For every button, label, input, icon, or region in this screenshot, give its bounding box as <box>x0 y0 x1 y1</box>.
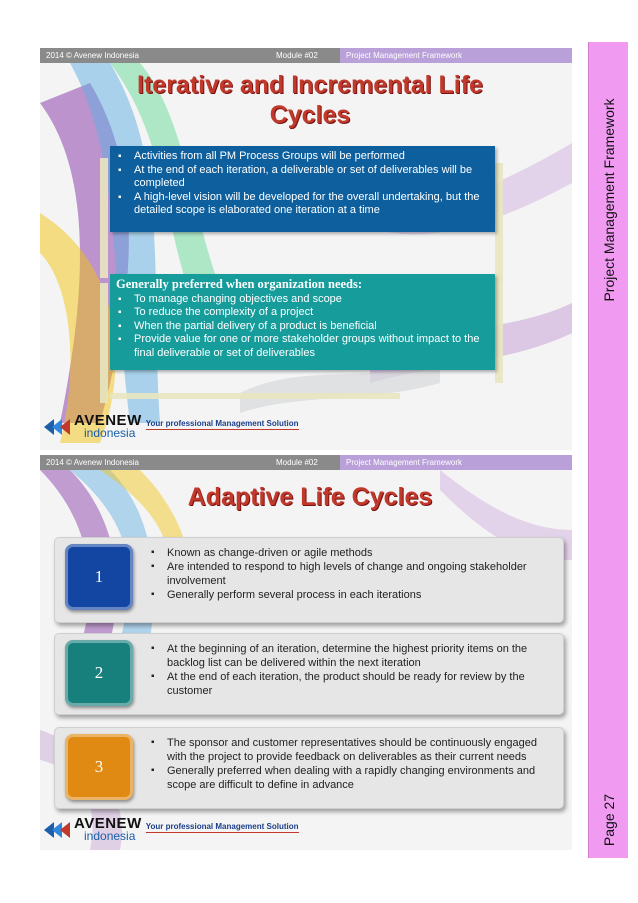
side-tab <box>588 42 628 858</box>
logo-brand: AVENEW <box>74 412 142 429</box>
slide-header-bar <box>40 455 572 470</box>
list-item: ▪ Generally perform several process in each iterations <box>149 588 549 602</box>
preferred-when-heading: Generally preferred when organization needs: <box>116 277 363 291</box>
list-item: ▪ Activities from all PM Process Groups will be performed <box>116 150 489 164</box>
logo-tagline: Your professional Management Solution <box>145 821 299 831</box>
page-number: Page 27 <box>600 793 617 847</box>
step-number-badge: 2 <box>65 640 133 706</box>
preferred-when-box <box>110 274 495 370</box>
characteristics-box <box>110 146 495 232</box>
list-item: ▪ Provide value for one or more stakeholder groups without impact to the final deliverable or set of deliverables <box>116 333 489 360</box>
slide-adaptive <box>40 455 572 850</box>
list-item: ▪ To reduce the complexity of a project <box>116 306 489 320</box>
slide-header-bar <box>40 48 572 63</box>
list-item: ▪ At the end of each iteration, the product should be ready for review by the customer <box>149 670 549 698</box>
section-label: Project Management Framework <box>340 455 572 470</box>
logo-mark-icon <box>44 818 70 842</box>
slide-title-line-1: Iterative and Incremental Life <box>137 71 483 99</box>
copyright-text: 2014 © Avenew Indonesia <box>46 51 139 60</box>
logo-sub: indonesia <box>84 829 136 843</box>
side-tab-title: Project Management Framework <box>600 98 617 302</box>
slide-iterative <box>40 48 572 450</box>
avenew-logo <box>44 815 299 843</box>
logo-brand: AVENEW <box>74 815 142 832</box>
copyright-text: 2014 © Avenew Indonesia <box>46 458 139 467</box>
list-item: ▪ To manage changing objectives and scope <box>116 293 489 307</box>
list-item: ▪ Known as change-driven or agile methods <box>149 546 549 560</box>
list-item: ▪ Generally preferred when dealing with a rapidly changing environments and scope are difficult to define in advance <box>149 764 549 792</box>
avenew-logo <box>44 412 299 440</box>
slide-title-line-2: Cycles <box>269 101 351 129</box>
logo-tagline: Your professional Management Solution <box>145 418 299 428</box>
logo-sub: indonesia <box>84 426 136 440</box>
step-number-badge: 1 <box>65 544 133 610</box>
list-item: ▪ Are intended to respond to high levels of change and ongoing stakeholder involvement <box>149 560 549 588</box>
list-item: ▪ A high-level vision will be developed for the overall undertaking, but the detailed scope is elaborated one iteration at a time <box>116 191 489 218</box>
logo-mark-icon <box>44 415 70 439</box>
module-label: Module #02 <box>276 51 318 60</box>
slide-title: Adaptive Life Cycles <box>187 483 433 511</box>
list-item: ▪ At the end of each iteration, a deliverable or set of deliverables will be completed <box>116 164 489 191</box>
list-item: ▪ When the partial delivery of a product is beneficial <box>116 320 489 334</box>
list-item: ▪ At the beginning of an iteration, determine the highest priority items on the backlog list can be delivered within the next iteration <box>149 642 549 670</box>
step-number-badge: 3 <box>65 734 133 800</box>
list-item <box>54 633 564 715</box>
slide-title <box>100 70 520 130</box>
section-label: Project Management Framework <box>340 48 572 63</box>
list-item: ▪ The sponsor and customer representatives should be continuously engaged with the project to provide feedback on deliverables as their current needs <box>149 736 549 764</box>
list-item <box>54 727 564 809</box>
list-item <box>54 537 564 623</box>
module-label: Module #02 <box>276 458 318 467</box>
